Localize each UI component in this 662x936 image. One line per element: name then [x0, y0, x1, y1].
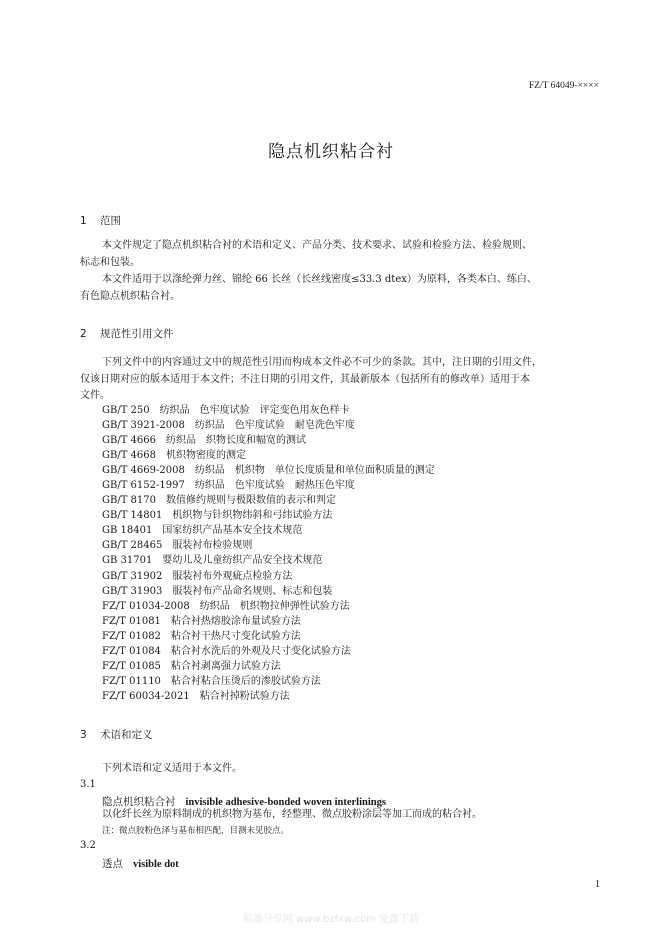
reference-item: GB/T 250 纺织品 色牢度试验 评定变色用灰色样卡 — [102, 405, 350, 416]
section-1-heading — [80, 213, 121, 228]
paragraph-line: 有色隐点机织粘合衬。 — [80, 291, 180, 302]
reference-item: GB/T 31903 服装衬布产品命名规则、标志和包装 — [102, 585, 333, 597]
term-number: 3.1 — [80, 779, 96, 790]
section-number: 2 — [80, 328, 87, 340]
normative-references-list — [102, 403, 435, 704]
reference-item: GB/T 3921-2008 纺织品 色牢度试验 耐皂洗色牢度 — [102, 420, 355, 432]
page-number: 1 — [595, 879, 600, 890]
section-3-heading — [80, 727, 153, 742]
paragraph-line: 下列术语和定义适用于本文件。 — [102, 763, 242, 774]
paragraph-line: 文件。 — [80, 390, 110, 401]
watermark-text: 标准分享网 www.bzfxw.com 免费下载 — [243, 914, 419, 925]
reference-item: FZ/T 60034-2021 粘合衬掉粉试验方法 — [102, 690, 290, 702]
reference-item: GB/T 4668 机织物密度的测定 — [102, 450, 247, 462]
term-entry — [102, 852, 179, 871]
term-chinese: 透点 — [102, 858, 123, 870]
section-title: 范围 — [100, 215, 121, 227]
section-title: 术语和定义 — [100, 729, 153, 741]
reference-item: FZ/T 01085 粘合衬剥离强力试验方法 — [102, 660, 281, 672]
standard-code: FZ/T 64049-×××× — [528, 81, 599, 91]
section-number: 1 — [80, 215, 87, 227]
reference-item: GB/T 31902 服装衬布外观疵点检验方法 — [102, 570, 293, 582]
paragraph-line: 本文件适用于以涤纶弹力丝、锦纶 66 长丝（长丝线密度≤33.3 dtex）为原料，各类本白、练白、 — [102, 274, 537, 285]
reference-item: GB 18401 国家纺织产品基本安全技术规范 — [102, 525, 303, 537]
reference-item: GB/T 4669-2008 纺织品 机织物 单位长度质量和单位面积质量的测定 — [102, 465, 435, 477]
reference-item: FZ/T 01110 粘合衬粘合压烫后的渗胶试验方法 — [102, 675, 321, 687]
reference-item: FZ/T 01084 粘合衬水洗后的外观及尺寸变化试验方法 — [102, 645, 351, 657]
document-title: 隐点机织粘合衬 — [268, 142, 394, 162]
paragraph-line: 下列文件中的内容通过文中的规范性引用而构成本文件必不可少的条款。其中，注日期的引用文件， — [102, 357, 542, 368]
section-title: 规范性引用文件 — [100, 328, 174, 340]
reference-item: GB 31701 婴幼儿及儿童纺织产品安全技术规范 — [102, 555, 323, 567]
reference-item: FZ/T 01082 粘合衬干热尺寸变化试验方法 — [102, 630, 301, 642]
term-chinese: 隐点机织粘合衬 — [102, 796, 176, 808]
reference-item: GB/T 4666 纺织品 织物长度和幅宽的测试 — [102, 435, 307, 447]
term-english: invisible adhesive-bonded woven interlinings — [185, 797, 386, 808]
reference-item: FZ/T 01081 粘合衬热熔胶涂布量试验方法 — [102, 615, 301, 627]
reference-item: GB/T 8170 数值修约规则与极限数值的表示和判定 — [102, 495, 337, 507]
term-english: visible dot — [133, 859, 179, 870]
reference-item: GB/T 14801 机织物与针织物纬斜和弓纬试验方法 — [102, 510, 333, 522]
paragraph-line: 标志和包装。 — [80, 257, 140, 268]
term-definition: 以化纤长丝为原料制成的机织物为基布，经整理、微点胶粉涂层等加工而成的粘合衬。 — [102, 809, 482, 820]
paragraph-line: 仅该日期对应的版本适用于本文件；不注日期的引用文件，其最新版本（包括所有的修改单）适用于本 — [80, 374, 530, 385]
reference-item: GB/T 28465 服装衬布检验规则 — [102, 540, 253, 552]
section-2-heading — [80, 326, 174, 341]
reference-item: FZ/T 01034-2008 纺织品 机织物拉伸弹性试验方法 — [102, 600, 350, 612]
term-note: 注：微点胶粉色泽与基布相匹配，目测未见胶点。 — [102, 826, 290, 836]
term-number: 3.2 — [80, 840, 96, 851]
section-number: 3 — [80, 729, 87, 741]
reference-item: GB/T 6152-1997 纺织品 色牢度试验 耐热压色牢度 — [102, 480, 355, 492]
paragraph-line: 本文件规定了隐点机织粘合衬的术语和定义、产品分类、技术要求、试验和检验方法、检验规则、 — [102, 240, 532, 251]
